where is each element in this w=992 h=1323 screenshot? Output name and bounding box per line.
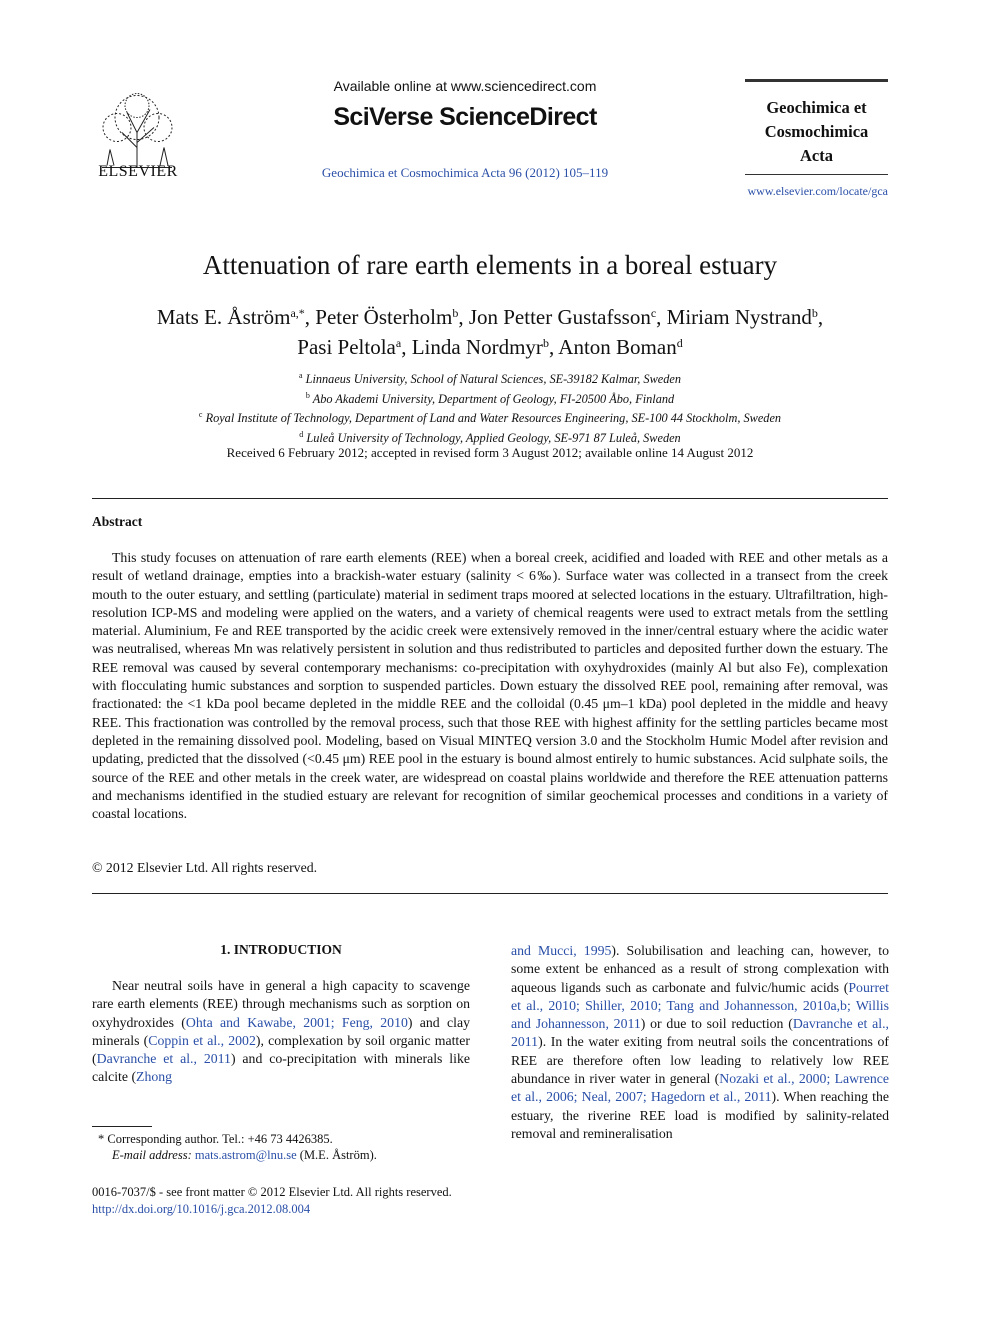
article-title: Attenuation of rare earth elements in a boreal estuary bbox=[202, 250, 778, 280]
author[interactable]: Anton Boman$^d$ bbox=[558, 335, 683, 359]
abstract-heading: Abstract bbox=[92, 514, 143, 529]
article-dates: Received 6 February 2012; accepted in revised form 3 August 2012; available online 14 August 2012 bbox=[226, 445, 754, 460]
author-sup[interactable]: b bbox=[542, 336, 549, 350]
citation-link[interactable]: and Mucci, 1995 bbox=[511, 943, 612, 958]
corresponding-author-note: * Corresponding author. Tel.: +46 73 4426385. bbox=[98, 1132, 333, 1146]
email-link[interactable]: mats.astrom@lnu.se bbox=[194, 1148, 297, 1162]
authors-line-1: Mats E. Åström$^{a,*}$, Peter Österholm$^b$, Jon Petter Gustafsson$^c$, Miriam Nystrand$^b$, bbox=[156, 305, 824, 329]
citation-link[interactable]: Nozaki et al., 2000; Lawrence et al., 2006; Neal, 2007; Hagedorn et al., 2011 bbox=[511, 1071, 889, 1105]
intro-text: ) or due to soil reduction ( bbox=[640, 1016, 793, 1032]
affiliation: $^d$ Luleå University of Technology, Applied Geology, SE-971 87 Luleå, Sweden bbox=[299, 429, 681, 445]
citation-link[interactable]: Ohta and Kawabe, 2001; Feng, 2010 bbox=[185, 1014, 408, 1030]
citation-link[interactable]: Zhong bbox=[136, 1069, 173, 1085]
abstract-copyright: © 2012 Elsevier Ltd. All rights reserved. bbox=[92, 860, 318, 875]
intro-text: ). Solubilisation and leaching can, however, to some extent be enhanced as a result of strong complexation with aqueous ligands such as carbonate and fulvic/humic acids ( bbox=[511, 943, 889, 995]
footnote-rule bbox=[92, 1126, 152, 1127]
sciencedirect-brand: SciVerse ScienceDirect bbox=[333, 103, 597, 131]
journal-title: Geochimica et Cosmochimica Acta bbox=[764, 98, 869, 165]
citation-link[interactable]: Coppin et al., 2002 bbox=[148, 1032, 256, 1048]
author[interactable]: Jon Petter Gustafsson$^c$ bbox=[468, 305, 657, 329]
intro-text: Near neutral soils have in general a high capacity to scavenge rare earth elements (REE) through mechanisms such as sorption on oxyhydroxides ( bbox=[92, 978, 470, 1030]
author[interactable]: Peter Österholm$^b$ bbox=[315, 305, 459, 329]
journal-top-rule bbox=[745, 79, 888, 82]
abstract-bottom-rule bbox=[92, 893, 888, 894]
intro-column-1 bbox=[92, 977, 470, 1087]
authors-line-2: Pasi Peltola$^a$, Linda Nordmyr$^b$, Anton Boman$^d$ bbox=[297, 335, 683, 359]
affiliation: $^a$ Linnaeus University, School of Natural Sciences, SE-39182 Kalmar, Sweden bbox=[298, 371, 681, 386]
citation-link[interactable]: Pourret et al., 2010; Shiller, 2010; Tang and Johannesson, 2010a,b; Willis and Johannesson, 2011 bbox=[511, 979, 889, 1032]
journal-bottom-rule bbox=[745, 174, 888, 175]
author[interactable]: Pasi Peltola$^a$ bbox=[297, 335, 402, 359]
intro-column-2 bbox=[511, 942, 889, 1143]
abstract-top-rule bbox=[92, 498, 888, 499]
intro-text: ). When reaching the estuary, the riverine REE load is modified by salinity-related removal and remineralisation bbox=[511, 1089, 889, 1141]
available-online: Available online at www.sciencedirect.com bbox=[333, 78, 597, 94]
doi-link[interactable]: http://dx.doi.org/10.1016/j.gca.2012.08.004 bbox=[92, 1202, 311, 1216]
author-sup[interactable]: c bbox=[650, 306, 657, 320]
publisher-name: ELSEVIER bbox=[98, 163, 178, 180]
journal-url-link[interactable]: www.elsevier.com/locate/gca bbox=[747, 184, 888, 198]
author-sup[interactable]: a bbox=[395, 336, 402, 350]
intro-text: ) and clay minerals ( bbox=[92, 1014, 470, 1048]
section-heading-introduction: 1. INTRODUCTION bbox=[220, 942, 342, 957]
author-sup[interactable]: b bbox=[811, 306, 818, 320]
page-bottom-info bbox=[92, 1184, 452, 1218]
author-sup[interactable]: d bbox=[676, 336, 683, 350]
citation-link[interactable]: Davranche et al., 2011 bbox=[96, 1051, 231, 1067]
abstract-body: This study focuses on attenuation of rare earth elements (REE) when a boreal creek, acidified and loaded with REE and other metals as a result of wetland drainage, empties into a brackish-water estuary (salinity < 6‰). Surface water was collected in a transect from the creek mouth to the outer estuary, and settling (particulate) material in sediment traps moored at selected locations in the estuary. Ultrafiltration, high-resolution ICP-MS and modeling were applied on the waters, and a variety of chemical reagents were used to extract metals from the settling material. Aluminium, Fe and REE transported by the acidic creek were extensively removed in the inner/central estuary where the acidic water was neutralised, whereas Mn was relatively persistent in solution and thus redistributed to particles and deposited further down the estuary. The REE removal was caused by several contemporary mechanisms: co-precipitation with oxyhydroxides (mainly Al but also Fe), complexation with flocculating humic substances and sorption to suspended particles. Down estuary the dissolved REE pool, remaining after removal, was fractionated: the <1 kDa pool became depleted in the middle REE and the colloidal (0.45 μm–1 kDa) pool depleted in the middle and heavy REE. This fractionation was controlled by the removal process, such that those REE with highest affinity for the settling particles became most depleted in the remaining dissolved pool. Modeling, based on Visual MINTEQ version 3.0 and the Stockholm Humic Model after revision and updating, predicted that the dissolved (<0.45 μm) REE pool in the estuary is bound almost entirely to humic substances. Acid sulphate soils, the source of the REE and other metals in the creek water, are widespread on coastal plains worldwide and therefore the REE attenuation patterns and mechanisms identified in the studied estuary are relevant for recognition of similar geochemical processes and conditions in a variety of coastal locations. bbox=[92, 550, 888, 822]
citation-link[interactable]: Davranche et al., 2011 bbox=[511, 1016, 889, 1050]
author-list bbox=[92, 300, 888, 360]
author[interactable]: Linda Nordmyr$^b$ bbox=[411, 335, 549, 359]
author-sup[interactable]: b bbox=[452, 306, 459, 320]
email-note: E-mail address: mats.astrom@lnu.se (M.E. Åström). bbox=[112, 1148, 377, 1162]
author-sup[interactable]: a,* bbox=[290, 306, 305, 320]
issn-line: 0016-7037/$ - see front matter © 2012 Elsevier Ltd. All rights reserved. bbox=[92, 1185, 452, 1199]
intro-text: ), complexation by soil organic matter ( bbox=[92, 1032, 470, 1067]
affiliation: $^c$ Royal Institute of Technology, Department of Land and Water Resources Engineering, SE-100 44 Stockholm, Sweden bbox=[198, 410, 782, 425]
affiliations bbox=[92, 368, 888, 446]
journal-citation-link[interactable]: Geochimica et Cosmochimica Acta 96 (2012) 105–119 bbox=[321, 165, 609, 180]
author[interactable]: Mats E. Åström$^{a,*}$ bbox=[156, 305, 305, 329]
affiliation: $^b$ Abo Akademi University, Department of Geology, FI-20500 Åbo, Finland bbox=[305, 390, 675, 406]
author[interactable]: Miriam Nystrand$^b$ bbox=[666, 305, 818, 329]
intro-text: ) and co-precipitation with minerals like calcite ( bbox=[92, 1051, 470, 1085]
intro-text: ). In the water exiting from neutral soils the concentrations of REE are therefore often low leading to relatively low REE abundance in river water in general ( bbox=[511, 1034, 889, 1087]
